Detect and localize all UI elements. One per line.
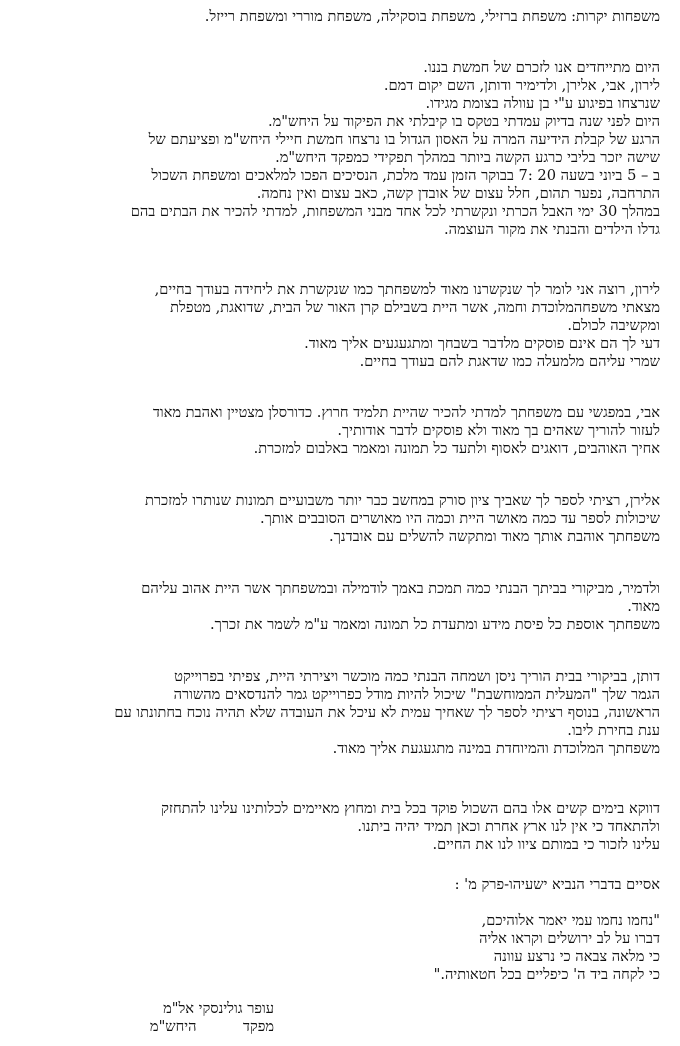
intro-line: היום לפני שנה בדיוק עמדתי בטקס בו קיבלתי את הפיקוד על היחש"מ. bbox=[267, 113, 660, 130]
intro-line: שישה יזכר בליבי כרגע הקשה ביותר במהלך תפקידי כמפקד היחש"מ. bbox=[275, 149, 660, 166]
vladimir-line: מאוד. bbox=[627, 598, 660, 615]
eliran-line: שיכולות לספר עד כמה מאושר היית וכמה היו מאושרים הסובבים אותך. bbox=[260, 510, 660, 527]
dotan-line: משפחתך המלוכדת והמיוחדת במינה מתגעגעת אליך מאוד. bbox=[332, 740, 660, 757]
vladimir-line: ולדמיר, מביקורי בביתך הבנתי כמה תמכת באמך לודמילה ובמשפחתך אשר היית אהוב עליהם bbox=[141, 580, 660, 597]
liron-line: דעי לך הם אינם פוסקים מלדבר בשבחך ומתגעגעים אליך מאוד. bbox=[304, 335, 660, 352]
liron-line: שמרי עליהם מלמעלה כמו שדאגת להם בעודך בחיים. bbox=[359, 353, 660, 370]
dotan-line: דותן, בביקורי בבית הוריך ניסן ושמחה הבנתי כמה מוכשר ויצירתי היית, צפיתי בפרוייקט bbox=[174, 668, 660, 685]
quote-line: כי לקחה ביד ה' כיפליים בכל חטאותיה." bbox=[433, 966, 660, 983]
avi-line: לעזור להוריך שאהים בך מאוד ולא פוסקים לדבר אודותיך. bbox=[337, 422, 660, 439]
closing-line: עלינו לזכור כי במותם ציוו לנו את החיים. bbox=[432, 836, 660, 853]
intro-line: גדלו הילדים והבנתי את מקור העוצמה. bbox=[444, 221, 660, 238]
families-salutation: משפחות יקרות: משפחת ברזילי, משפחת בוסקילה, משפחת מוררי ומשפחת רייזל. bbox=[204, 8, 660, 25]
dotan-line: הראשונה, בנוסף רציתי לספר לך שאחיך עמית לא עיכל את העובדה שלא תהיה נוכח בחתונתו עם bbox=[114, 704, 660, 721]
intro-line: שנרצחו בפיגוע ע"י בן עוולה בצומת מגידו. bbox=[425, 95, 660, 112]
eliran-line: משפחתך אוהבת אותך מאוד ומתקשה להשלים עם אובדנך. bbox=[329, 528, 660, 545]
quote-line: דברו על לב ירושלים וקראו אליה bbox=[479, 930, 660, 947]
intro-line: במהלך 30 ימי האבל הכרתי ונקשרתי לכל אחד מבני המשפחות, למדתי להכיר את הבתים בהם bbox=[130, 203, 660, 220]
dotan-line: ענת בחירת ליבו. bbox=[567, 722, 660, 739]
eliran-line: אלירן, רציתי לספר לך שאביך ציון סורק במחשב כבר יותר משבועיים תמונות שנותרו למזכרת bbox=[144, 492, 660, 509]
closing-line: דווקא בימים קשים אלו בהם השכול פוקד בכל בית ומחוץ מאיימים לכלותינו עלינו להתחזק bbox=[161, 800, 660, 817]
liron-line: לירון, רוצה אני לומר לך שנקשרנו מאוד למשפחתך כמו שנקשרת את ליחידה בעודך בחיים, bbox=[154, 281, 660, 298]
closing-line: ולהתאחד כי אין לנו ארץ אחרת וכאן תמיד יהיה ביתנו. bbox=[357, 818, 660, 835]
signature-title: מפקד היחש"מ bbox=[149, 1018, 274, 1035]
quote-line: "נחמו נחמו עמי יאמר אלוהיכם, bbox=[481, 912, 660, 929]
quote-intro: אסיים בדברי הנביא ישעיהו-פרק מ' : bbox=[454, 876, 660, 893]
vladimir-line: משפחתך אוספת כל פיסת מידע ומתעדת כל תמונה ומאמר ע"מ לשמר את זכרך. bbox=[210, 616, 660, 633]
intro-line: היום מתייחדים אנו לזכרם של חמשת בננו. bbox=[423, 59, 660, 76]
liron-line: ומקשיבה לכולם. bbox=[567, 317, 660, 334]
intro-line: הרגע של קבלת הידיעה המרה על האסון הגדול בו נרצחו חמשת חיילי היחש"מ ופציעתם של bbox=[148, 131, 660, 148]
dotan-line: הגמר שלך "המעלית הממוחשבת" שיכול להיות מודל כפרוייקט גמר להנדסאים מהשורה bbox=[173, 686, 660, 703]
intro-line: התרחבה, נפער תהום, חלל עצום של אובדן קשה, כאב עצום ואין נחמה. bbox=[256, 185, 660, 202]
signature-name: עופר גולינסקי אל"מ bbox=[163, 1000, 274, 1017]
intro-line: לירון, אבי, אלירן, ולדימיר ודותן, השם יקום דמם. bbox=[383, 77, 660, 94]
avi-line: אחיך האוהבים, דואגים לאסוף ולתעד כל תמונה ומאמר באלבום למזכרת. bbox=[253, 440, 660, 457]
quote-line: כי מלאה צבאה כי נרצע עוונה bbox=[493, 948, 660, 965]
liron-line: מצאתי משפחהמלוכדת וחמה, אשר היית בשבילם קרן האור של הבית, שדואגת, מטפלת bbox=[170, 299, 660, 316]
intro-line: ב – 5 ביוני בשעה 20 :7 בבוקר הזמן עמד מלכת, הנסיכים הפכו למלאכים ומשפחת השכול bbox=[151, 167, 660, 184]
avi-line: אבי, במפגשי עם משפחתך למדתי להכיר שהיית תלמיד חרוץ. כדורסלן מצטיין ואהבת מאוד bbox=[152, 404, 660, 421]
